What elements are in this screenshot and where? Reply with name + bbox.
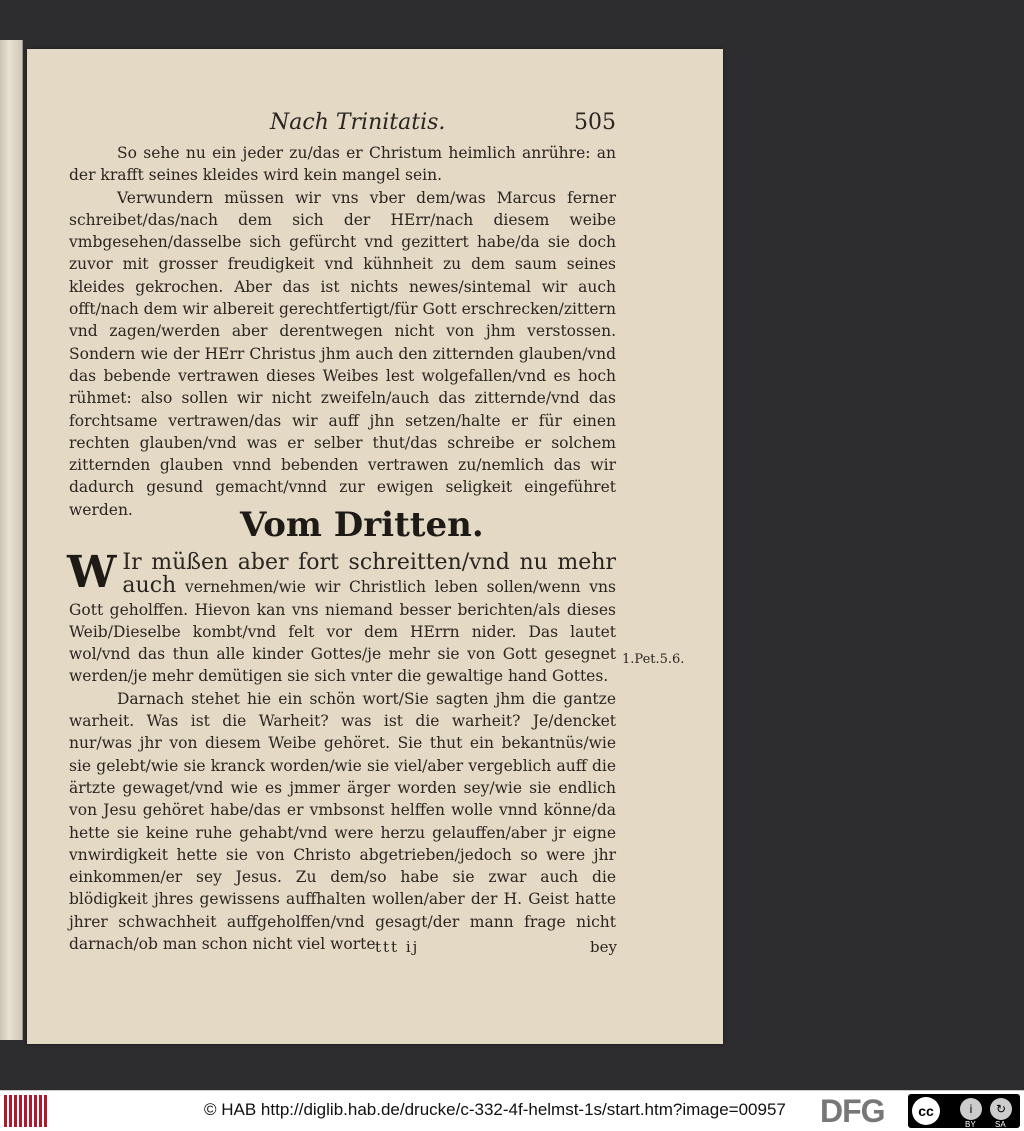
previous-page-edge xyxy=(0,40,23,1040)
cc-icon: cc xyxy=(912,1097,940,1125)
paragraph-1: So sehe nu ein jeder zu/das er Christum heimlich anrühre: an der krafft seines kleides wird kein mangel sein. xyxy=(69,144,616,185)
cc-by-label: BY xyxy=(965,1120,976,1129)
cc-license-badge[interactable] xyxy=(908,1094,1020,1128)
copyright-link[interactable]: © HAB http://diglib.hab.de/drucke/c-332-4f-helmst-1s/start.htm?image=00957 xyxy=(204,1100,786,1119)
hab-logo-icon[interactable] xyxy=(4,1095,48,1127)
signature-mark: ttt ij xyxy=(375,938,420,956)
margin-note: 1.Pet.5.6. xyxy=(622,652,685,667)
section-heading: Vom Dritten. xyxy=(240,505,484,545)
catchword: bey xyxy=(590,938,617,956)
paragraph-2: Verwundern müssen wir vns vber dem/was Marcus ferner schreibet/das/nach dem sich der HErr/nach diesem weibe vmbgesehen/dasselbe sich gefürcht vnd gezittert habe/da sie doch zuvor mit grosser freudigkeit vnd kühnheit zu dem saum seines kleides gekrochen. Aber das ist nichts newes/sintemal wir auch offt/nach dem wir albereit gerechtfertigt/für Gott erschrecken/zittern vnd zagen/werden aber derentwegen nicht von jhm verstossen. Sondern wie der HErr Christus jhm auch den zitternden glauben/vnd das bebende vertrawen dieses Weibes lest wolgefallen/vnd es hoch rühmet: also sollen wir nicht zweifeln/auch das zitternde/vnd das forchtsame vertrawen/das wir auff jhn setzen/halte er für einen rechten glauben/vnd was er selber thut/das schreibe er solchem zitternden glauben vnnd bebenden vertrawen zu/nemlich das wir dadurch gesund gemacht/vnnd zur ewigen seligkeit eingeführet werden. xyxy=(69,188,616,519)
footer-bar xyxy=(0,1090,1024,1131)
upper-text-block xyxy=(69,142,616,521)
drop-initial: W xyxy=(67,547,117,598)
paragraph-3-lead: Ir müßen aber fort schreitten/vnd nu mehr auch xyxy=(122,550,616,599)
sa-icon: ↻ xyxy=(990,1098,1012,1120)
lower-text-block xyxy=(67,547,616,955)
running-head: Nach Trinitatis. xyxy=(270,110,446,135)
paragraph-3 xyxy=(67,547,616,688)
paragraph-3-rest: vernehmen/wie wir Christlich leben sollen/wenn vns Gott geholffen. Hievon kan vns niemand besser berichten/als dieses Weib/Dieselbe kombt/vnd felt vor dem HErrn nider. Das lautet wol/vnd das thun alle kinder Gottes/je mehr sie von Gott gesegnet werden/je mehr demütigen sie sich vnter die gewaltige hand Gottes. xyxy=(69,578,616,686)
paragraph-4: Darnach stehet hie ein schön wort/Sie sagten jhm die gantze warheit. Was ist die Warheit? was ist die warheit? Je/dencket nur/was jhr von diesem Weibe gehöret. Sie thut ein bekantnüs/wie sie gelebt/wie sie kranck worden/wie sie viel/aber vergeblich auff die ärtzte gewaget/vnd wie es jmmer ärger worden sey/wie sie endlich von Jesu gehöret habe/das er vmbsonst helffen wolle vnnd könne/da hette sie keine ruhe gehabt/vnd were herzu gelauffen/aber jr eigne vnwirdigkeit hette sie von Christo abgetrieben/jedoch so were jhr einkommen/er sey Jesus. Zu dem/so habe sie zwar auch die blödigkeit jhres gewissens auffhalten wollen/aber der H. Geist hatte jhrer schwachheit auffgeholffen/vnd gesagt/der mann frage nicht darnach/ob man schon nicht viel worte xyxy=(69,689,616,954)
by-icon: i xyxy=(960,1098,982,1120)
page-number: 505 xyxy=(574,110,616,135)
cc-sa-label: SA xyxy=(995,1120,1006,1129)
dfg-logo[interactable]: DFG xyxy=(820,1093,885,1129)
